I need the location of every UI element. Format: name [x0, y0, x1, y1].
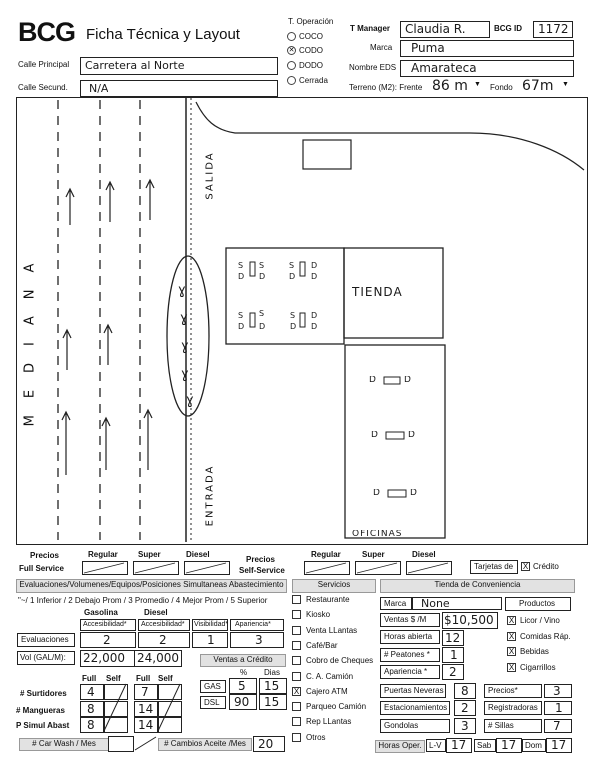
manager-label: T Manager — [350, 24, 391, 33]
precios-self-label: Precios — [246, 555, 275, 564]
mangueras-full-dsl[interactable]: 14 — [134, 701, 158, 717]
precios-label: Precios* — [484, 684, 542, 698]
dsl-dias[interactable]: 15 — [259, 694, 287, 710]
producto-label: Comidas Ráp. — [520, 631, 571, 641]
col-regular-self: Regular — [311, 550, 341, 559]
servicio-label: Venta LLantas — [306, 625, 358, 635]
calle-secundaria-label: Calle Secund. — [18, 83, 68, 92]
gas-pct[interactable]: 5 — [229, 678, 257, 694]
neveras-label: Puertas Neveras — [380, 684, 446, 698]
apariencia-label: Apariencia * — [380, 665, 440, 679]
dias-label: Dias — [264, 668, 281, 677]
credito-label: Crédito — [533, 562, 559, 571]
lv-field[interactable]: 17 — [446, 738, 472, 753]
cambios-aceite-label: # Cambios Aceite /Mes — [158, 738, 252, 751]
pump-s: S — [289, 262, 295, 270]
pump-s: S — [259, 262, 265, 270]
peatones-field[interactable]: 1 — [442, 647, 464, 663]
self-label-dsl: Self — [158, 674, 173, 683]
pump-d: D — [259, 323, 266, 331]
marca-label: Marca — [370, 43, 393, 52]
pump-d: D — [373, 489, 380, 498]
surtidores-label: # Surtidores — [20, 689, 67, 698]
col-diesel-self: Diesel — [412, 550, 436, 559]
col-super: Super — [138, 550, 161, 559]
bcg-id-label: BCG ID — [494, 24, 522, 33]
credito-checkbox[interactable]: X — [522, 562, 529, 571]
eval-visibilidad[interactable]: 1 — [192, 632, 228, 648]
precios-full-label2: Full Service — [19, 564, 64, 573]
servicio-checkbox[interactable] — [292, 595, 301, 604]
pump-d: D — [238, 273, 245, 281]
oficinas-label: OFICINAS — [352, 530, 403, 539]
ventas-field[interactable]: $10,500 — [442, 612, 498, 629]
servicios-title: Servicios — [292, 579, 376, 593]
nombre-eds-label: Nombre EDS — [349, 63, 397, 72]
fondo-label: Fondo — [490, 83, 513, 92]
registradoras-label: Registradoras — [484, 701, 542, 715]
calle-principal-value: Carretera al Norte — [85, 60, 185, 71]
servicio-checkbox[interactable] — [292, 733, 301, 742]
tienda-label: TIENDA — [352, 286, 403, 298]
operation-label: T. Operación — [288, 17, 334, 26]
pump-d: D — [259, 273, 266, 281]
lv-label: L-V — [426, 739, 446, 752]
terreno-label: Terreno (M2): Frente — [349, 83, 423, 92]
radio-cerrada-label: Cerrada — [299, 76, 328, 85]
eval-header-cell: Accesibilidad* — [138, 619, 190, 631]
tienda-marca-field[interactable]: None — [412, 597, 502, 610]
pump-d: D — [311, 273, 318, 281]
pump-d: D — [311, 312, 318, 320]
ventas-label: Ventas $ /M — [380, 613, 440, 627]
horas-abierta-label: Horas abierta — [380, 630, 440, 644]
servicio-checkbox[interactable] — [292, 610, 301, 619]
sab-field[interactable]: 17 — [496, 738, 522, 753]
pump-d: D — [371, 431, 378, 440]
nombre-eds-value: Amarateca — [411, 62, 477, 74]
producto-checkbox[interactable]: X — [508, 662, 515, 672]
entrada-text: ENTRADA — [204, 464, 216, 526]
full-label-gas: Full — [82, 674, 97, 683]
servicio-label: Restaurante — [306, 595, 350, 604]
neveras-field[interactable]: 8 — [454, 683, 476, 699]
estacionamientos-field[interactable]: 2 — [454, 700, 476, 716]
evaluations-scale: "~/ 1 Inferior / 2 Debajo Prom / 3 Promedio / 4 Mejor Prom / 5 Superior — [18, 596, 268, 605]
tree: ɣ — [178, 284, 186, 297]
vol-diesel[interactable]: 24,000 — [134, 650, 182, 667]
surtidores-full-dsl[interactable]: 7 — [134, 684, 158, 700]
marca-value: Puma — [411, 42, 445, 54]
mediana-text: MEDIANA — [22, 246, 38, 426]
dom-label: Dom — [522, 739, 546, 752]
gondolas-label: Gondolas — [380, 719, 450, 733]
tienda-title: Tienda de Conveniencia — [380, 579, 575, 593]
servicio-label: Cobro de Cheques — [306, 656, 374, 666]
servicio-checkbox[interactable] — [292, 641, 301, 650]
vol-label: Vol (GAL/M): — [17, 651, 75, 665]
precios-full-label: Precios — [30, 551, 59, 560]
estacionamientos-label: Estacionamientos — [380, 701, 450, 715]
eval-accesibilidad-dsl[interactable]: 2 — [138, 632, 190, 648]
registradoras-field[interactable]: 1 — [544, 701, 572, 715]
servicio-checkbox[interactable] — [292, 717, 301, 726]
carwash-label: # Car Wash / Mes — [19, 738, 109, 751]
producto-label: Cigarrillos — [520, 662, 556, 672]
producto-checkbox[interactable]: X — [508, 631, 515, 641]
apariencia-field[interactable]: 2 — [442, 664, 464, 680]
sab-label: Sab — [474, 739, 496, 752]
col-diesel: Diesel — [186, 550, 210, 559]
frente-value: 86 m — [432, 79, 468, 93]
eval-header-cell: Visibilidad* — [192, 619, 228, 631]
horas-abierta-field[interactable]: 12 — [442, 630, 464, 646]
peatones-label: # Peatones * — [380, 648, 440, 662]
gondolas-field[interactable]: 3 — [454, 718, 476, 734]
surtidores-full-gas[interactable]: 4 — [80, 684, 104, 700]
eval-row-label: Evaluaciones — [17, 633, 75, 647]
dsl-pct[interactable]: 90 — [229, 694, 257, 710]
horas-oper-label: Horas Oper. — [375, 740, 425, 753]
sillas-label: # Sillas — [484, 719, 542, 733]
eval-accesibilidad-gas[interactable]: 2 — [80, 632, 136, 648]
simul-full-dsl[interactable]: 14 — [134, 717, 158, 733]
pump-s: S — [259, 310, 265, 318]
mangueras-label: # Mangueras — [16, 706, 65, 715]
tienda-marca-label: Marca — [380, 597, 412, 610]
sillas-field[interactable]: 7 — [544, 719, 572, 733]
servicio-label: Cajero ATM — [306, 686, 348, 696]
servicio-checkbox[interactable] — [292, 626, 301, 635]
pump-d: D — [290, 323, 297, 331]
col-regular: Regular — [88, 550, 118, 559]
mangueras-full-gas[interactable]: 8 — [80, 701, 104, 717]
pump-d: D — [238, 323, 245, 331]
radio-codo[interactable]: ✕ — [288, 47, 295, 54]
pump-d: D — [311, 262, 318, 270]
precios-self-label2: Self-Service — [239, 566, 285, 575]
manager-value: Claudia R. — [405, 23, 466, 35]
tarjetas-label: Tarjetas de — [474, 562, 514, 571]
radio-dodo-label: DODO — [299, 61, 323, 70]
dsl-label: DSL — [200, 696, 226, 709]
form-title: Ficha Técnica y Layout — [86, 26, 240, 43]
bcg-id-value: 1172 — [538, 23, 569, 35]
full-label-dsl: Full — [136, 674, 151, 683]
fondo-value: 67m — [522, 79, 554, 93]
servicio-label: Parqueo Camión — [306, 702, 367, 712]
calle-principal-label: Calle Principal — [18, 60, 70, 69]
radio-coco-label: COCO — [299, 32, 323, 41]
servicio-checkbox[interactable] — [292, 702, 301, 711]
servicio-label: Kiosko — [306, 610, 331, 620]
servicio-checkbox[interactable] — [292, 656, 301, 665]
gas-label: GAS — [200, 680, 226, 693]
servicio-checkbox[interactable] — [292, 672, 301, 681]
carwash-field[interactable] — [108, 736, 134, 752]
radio-codo-label: CODO — [299, 46, 323, 55]
diesel-label: Diesel — [144, 608, 168, 617]
eval-header-cell: Apariencia* — [230, 619, 284, 631]
col-super-self: Super — [362, 550, 385, 559]
pump-d: D — [410, 489, 417, 498]
producto-checkbox[interactable]: X — [508, 647, 515, 656]
pump-s: S — [290, 312, 296, 320]
salida-text: SALIDA — [204, 150, 216, 200]
simul-full-gas[interactable]: 8 — [80, 717, 104, 733]
gas-dias[interactable]: 15 — [259, 678, 287, 694]
dom-field[interactable]: 17 — [546, 738, 572, 753]
frente-dropdown-icon[interactable]: ▼ — [474, 81, 481, 88]
eval-apariencia[interactable]: 3 — [230, 632, 284, 648]
logo: BCG — [18, 17, 75, 47]
evaluations-section-title: Evaluaciones/Volumenes/Equipos/Posiciones Simultaneas Abastecimiento — [16, 579, 287, 593]
cambios-aceite-field[interactable]: 20 — [253, 736, 285, 752]
servicio-label: Café/Bar — [306, 640, 338, 650]
vol-gasolina[interactable]: 22,000 — [80, 650, 136, 667]
tree: ɣ — [181, 340, 189, 353]
tree: ɣ — [180, 312, 188, 325]
producto-label: Bebidas — [520, 647, 549, 656]
self-label-gas: Self — [106, 674, 121, 683]
servicio-checkbox[interactable]: X — [293, 686, 300, 696]
pump-d: D — [311, 323, 318, 331]
servicio-label: C. A. Camión — [306, 671, 354, 681]
servicio-label: Otros — [306, 732, 326, 742]
pump-d: D — [404, 376, 411, 385]
ventas-credito-label: Ventas a Crédito — [200, 654, 286, 667]
servicio-label: Rep LLantas — [306, 717, 352, 727]
gasolina-label: Gasolina — [84, 608, 118, 617]
producto-label: Licor / Vino — [520, 616, 560, 625]
pump-d: D — [289, 273, 296, 281]
pump-s: S — [238, 312, 244, 320]
calle-secundaria-value: N/A — [89, 83, 109, 94]
pump-s: S — [238, 262, 244, 270]
pump-d: D — [369, 376, 376, 385]
producto-checkbox[interactable]: X — [508, 616, 515, 625]
productos-label: Productos — [505, 597, 571, 611]
eval-header-cell: Accesibilidad* — [80, 619, 136, 631]
fondo-dropdown-icon[interactable]: ▼ — [562, 81, 569, 88]
simul-label: P Simul Abast — [16, 721, 70, 730]
tree: ɣ — [186, 394, 194, 407]
precios-field[interactable]: 3 — [544, 684, 572, 698]
pct-label: % — [240, 668, 248, 677]
tree: ɣ — [181, 368, 189, 381]
pump-d: D — [408, 431, 415, 440]
